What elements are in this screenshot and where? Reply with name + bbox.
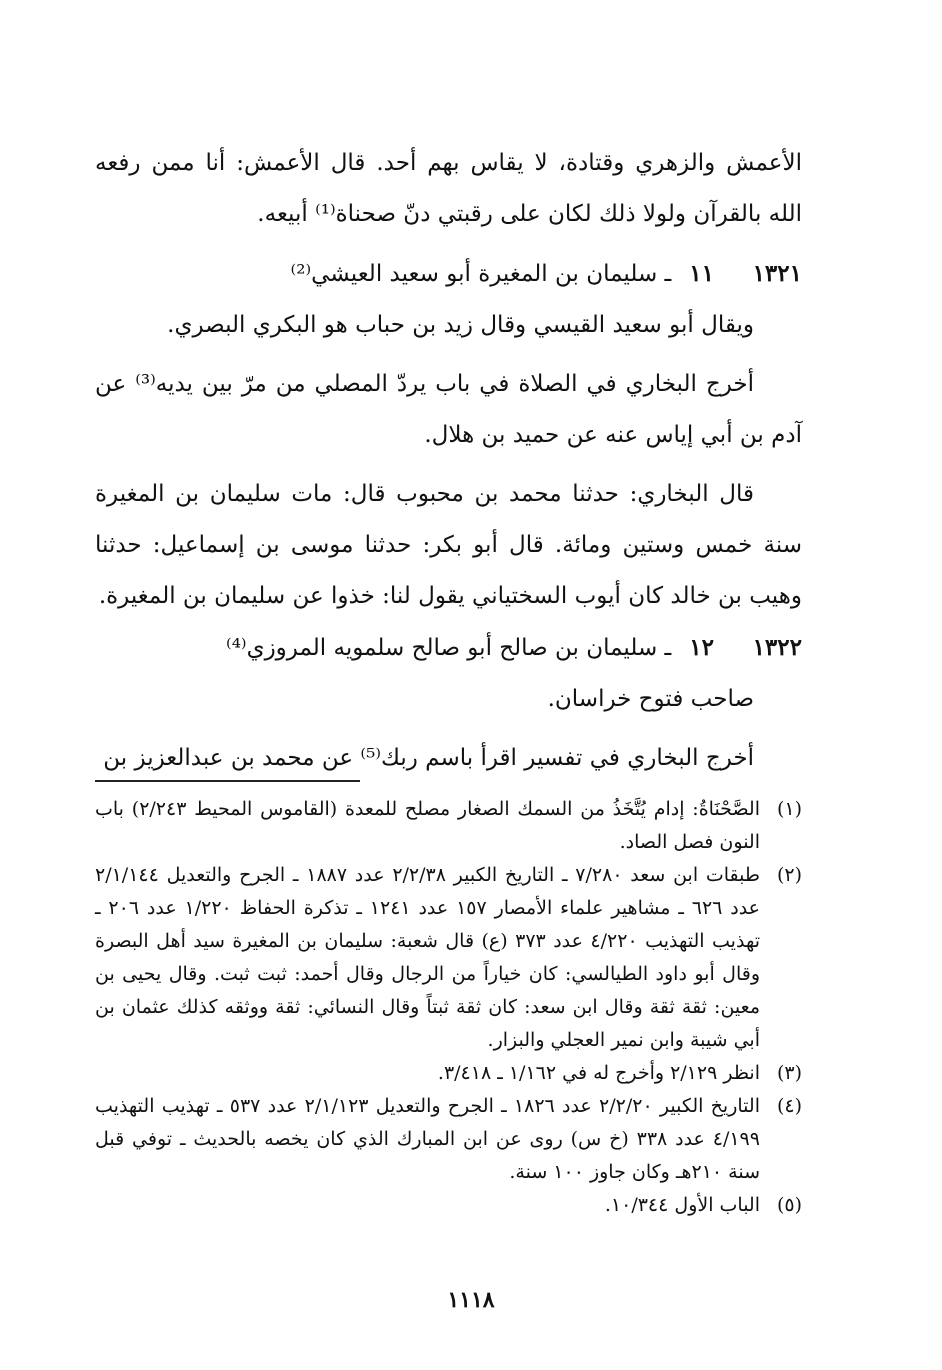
footnotes — [95, 793, 802, 1222]
footnote-number: (١) — [776, 798, 802, 820]
paragraph-3: قال البخاري: حدثنا محمد بن محبوب قال: مات سليمان بن المغيرة سنة خمس وستين ومائة. قال أبو بكر: حدثنا موسى بن إسماعيل: حدثنا وهيب بن خالد كان أيوب السختياني يقول لنا: خذوا عن سليمان بن المغيرة. — [95, 481, 802, 609]
entry-1321-heading — [95, 248, 802, 300]
footnote-text: انظر ٢/١٢٩ وأخرج له في ١/١٦٢ ـ ٣/٤١٨. — [437, 1062, 760, 1084]
main-text — [95, 138, 802, 784]
entry-title: ـ سليمان بن صالح أبو صالح سلمويه المروزي⁽⁴⁾ — [226, 635, 672, 661]
footnote-text: الصَّحْنَاةُ: إدام يُتَّخَذُ من السمك الصغار مصلح للمعدة (القاموس المحيط ٢/٢٤٣) باب النون فصل الصاد. — [95, 798, 760, 853]
entry-number: ١٣٢٢ — [752, 634, 802, 661]
paragraph-1: الأعمش والزهري وقتادة، لا يقاس بهم أحد. قال الأعمش: أنا ممن رفعه الله بالقرآن ولولا ذلك لكان على رقبتي دنّ صحناة⁽¹⁾ أبيعه. — [95, 150, 803, 227]
paragraph-2: أخرج البخاري في الصلاة في باب يردّ المصلي من مرّ بين يديه⁽³⁾ عن آدم بن أبي إياس عنه عن حميد بن هلال. — [95, 371, 802, 448]
footnote-text: الباب الأول ١٠/٣٤٤. — [604, 1194, 760, 1216]
footnote — [95, 1090, 802, 1189]
footnote-text: طبقات ابن سعد ٧/٢٨٠ ـ التاريخ الكبير ٢/٢/٣٨ عدد ١٨٨٧ ـ الجرح والتعديل ٢/١/١٤٤ عدد ٦٢٦ ـ مشاهير علماء الأمصار ١٥٧ عدد ١٢٤١ ـ تذكرة الحفاظ ١/٢٢٠ عدد ٢٠٦ ـ تهذيب التهذيب ٤/٢٢٠ عدد ٣٧٣ (ع) قال شعبة: سليمان بن المغيرة سيد أهل البصرة وقال أبو داود الطيالسي: كان خياراً من الرجال وقال أحمد: ثبت ثبت. وقال يحيى بن معين: ثقة ثقة وقال ابن سعد: كان ثقة ثبتاً وقال النسائي: ثقة ووثقه كذلك عثمان بن أبي شيبة وابن نمير العجلي والبزار. — [95, 864, 761, 1051]
footnote — [95, 859, 802, 1057]
entry-number: ١٣٢١ — [752, 260, 802, 287]
footnote-number: (٤) — [776, 1095, 802, 1117]
entry-1322-description: صاحب فتوح خراسان. — [547, 686, 754, 712]
footnote-separator — [95, 780, 360, 782]
entry-subnumber: ١١ — [689, 260, 714, 287]
footnote-text: التاريخ الكبير ٢/٢/٢٠ عدد ١٨٢٦ ـ الجرح والتعديل ٢/١/١٢٣ عدد ٥٣٧ ـ تهذيب التهذيب ٤/١٩٩ عدد ٣٣٨ (خ س) روى عن ابن المبارك الذي كان يخصه بالحديث ـ توفي قبل سنة ٢١٠هـ وكان جاوز ١٠٠ سنة. — [95, 1095, 760, 1183]
footnote — [95, 1057, 802, 1090]
entry-title: ـ سليمان بن المغيرة أبو سعيد العيشي⁽²⁾ — [290, 261, 672, 287]
footnote — [95, 793, 802, 859]
paragraph-4: أخرج البخاري في تفسير اقرأ باسم ربك⁽⁵⁾ عن محمد بن عبدالعزيز بن — [103, 745, 754, 771]
entry-1321-description: ويقال أبو سعيد القيسي وقال زيد بن حباب هو البكري البصري. — [167, 312, 754, 338]
footnote-number: (٥) — [776, 1194, 802, 1216]
page-number: ١١١٨ — [447, 1287, 495, 1313]
footnote-number: (٣) — [776, 1062, 802, 1084]
entry-subnumber: ١٢ — [689, 634, 714, 661]
entry-1322-heading — [95, 622, 802, 674]
footnote-number: (٢) — [776, 864, 802, 886]
footnote — [95, 1189, 802, 1222]
